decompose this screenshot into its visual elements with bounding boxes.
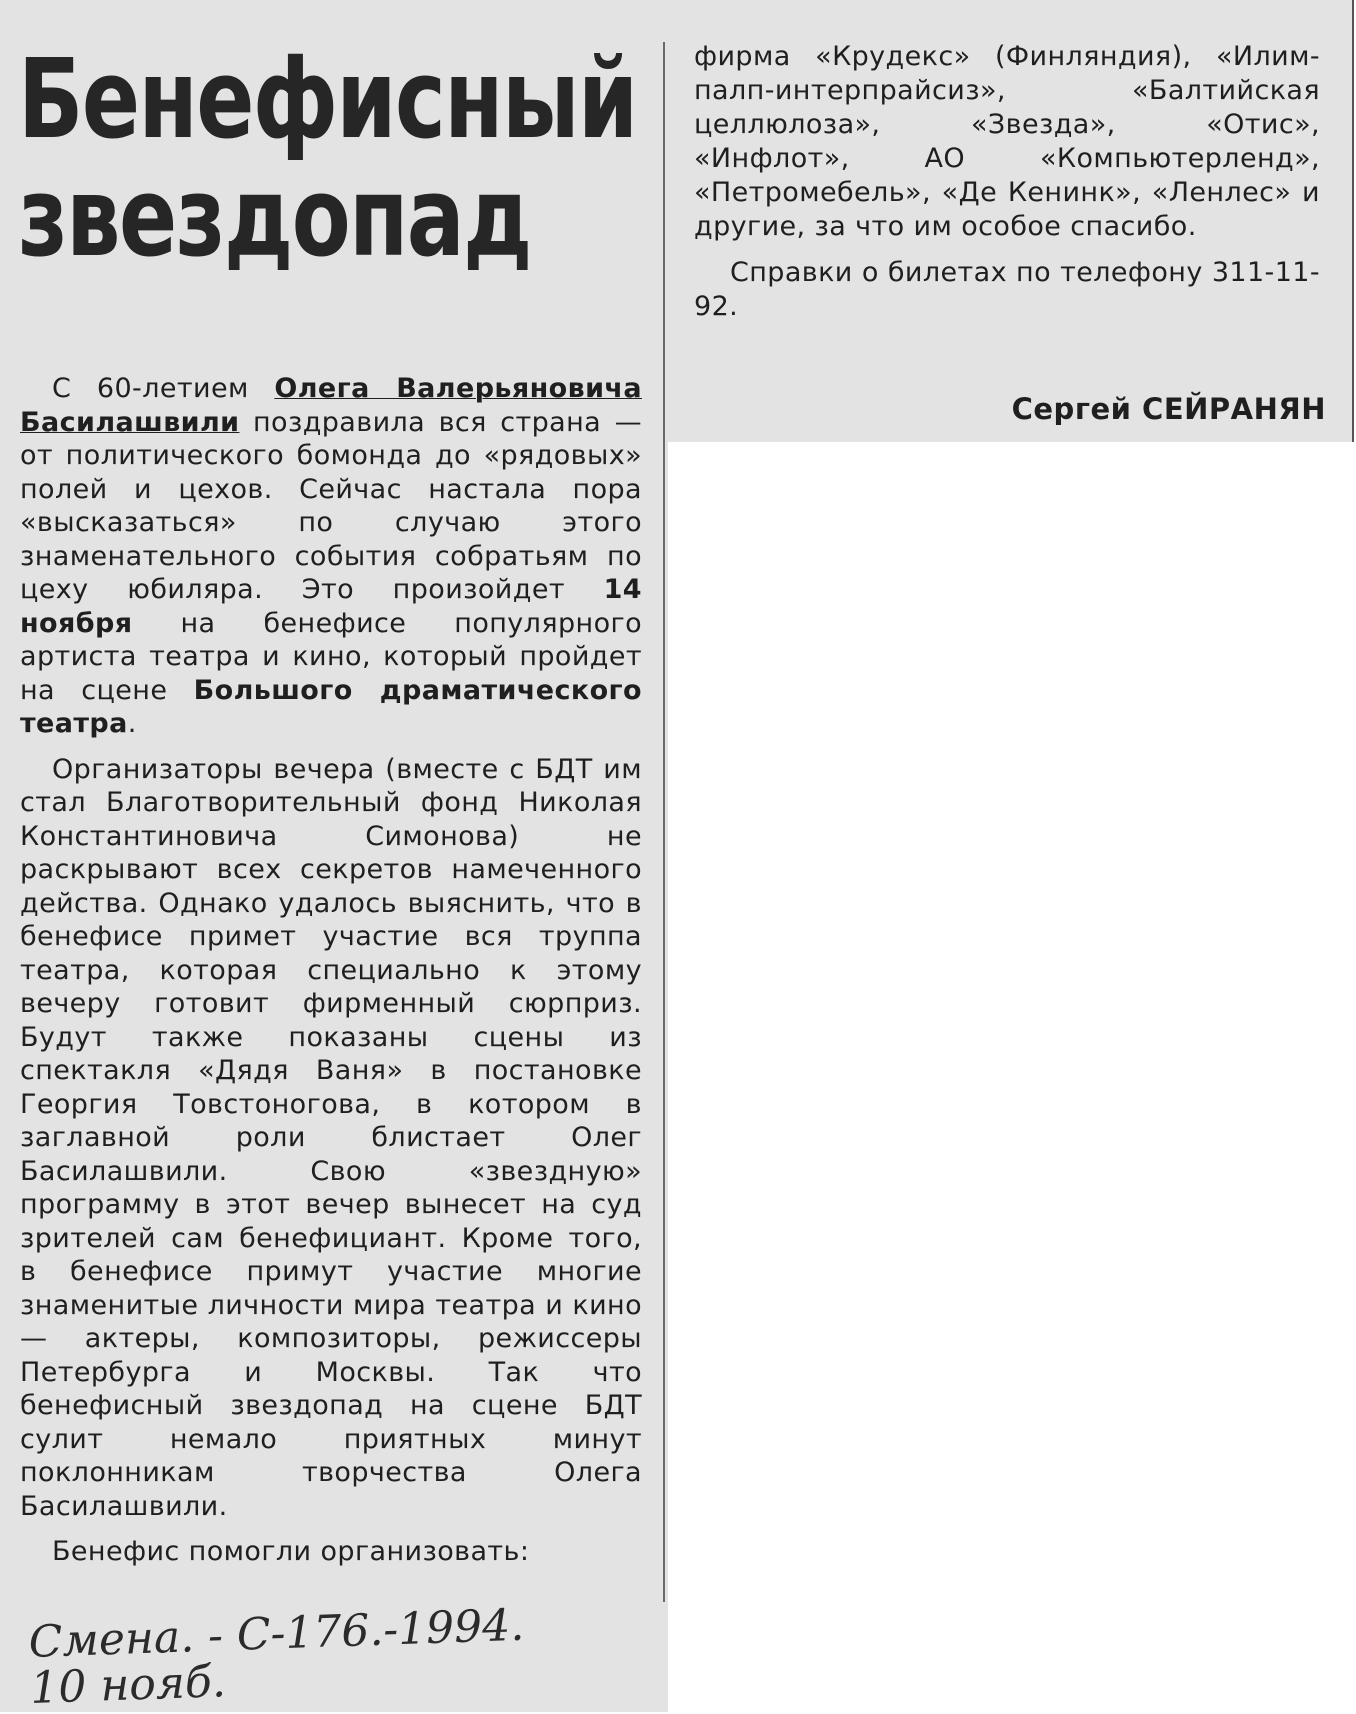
- handwritten-line-2: 10 нояб.: [29, 1656, 227, 1714]
- author-signature: Сергей СЕЙРАНЯН: [1011, 392, 1326, 426]
- column-divider: [663, 42, 665, 1602]
- intro-text-c: на бенефисе популярного артиста театра и кино, который пройдет на сцене: [20, 607, 642, 706]
- paragraph-tickets: Справки о билетах по телефону 311-11-92.: [694, 257, 1320, 322]
- handwritten-line-1: Смена. - С-176.-1994.: [27, 1599, 525, 1668]
- headline-line-1: Бенефисный: [18, 35, 637, 163]
- intro-text-d: .: [127, 708, 137, 739]
- article-body-right: [694, 40, 1320, 336]
- article-headline: [18, 35, 637, 281]
- intro-text-b: поздравила вся страна — от политического бомонда до «рядовых» полей и цехов. Сейчас настала пора «высказаться» по случаю этого знаменательного события собратьям по цеху юбиляра. Это произойдет: [20, 406, 642, 605]
- paragraph-intro: [20, 372, 642, 741]
- theatre-name: Большого драматического театра: [20, 674, 642, 739]
- paragraph-sponsors-intro: Бенефис помогли организовать:: [52, 1536, 530, 1567]
- headline-line-2: звездопад: [18, 153, 531, 281]
- article-body-left: [20, 372, 642, 1581]
- paragraph-sponsors: фирма «Крудекс» (Финляндия), «Илим-палп-интерпрайсиз», «Балтийская целлюлоза», «Звезда», «Отис», «Инфлот», АО «Компьютерленд», «Петромебель», «Де Кенинк», «Ленлес» и другие, за что им особое спасибо.: [694, 41, 1320, 242]
- paragraph-organizers: Организаторы вечера (вместе с БДТ им стал Благотворительный фонд Николая Константиновича Симонова) не раскрывают всех секретов намеченного действа. Однако удалось выяснить, что в бенефисе примет участие вся труппа театра, которая специально к этому вечеру готовит фирменный сюрприз. Будут также показаны сцены из спектакля «Дядя Ваня» в постановке Георгия Товстоногова, в котором в заглавной роли блистает Олег Басилашвили. Свою «звездную» программу в этот вечер вынесет на суд зрителей сам бенефициант. Кроме того, в бенефисе примут участие многие знаменитые личности мира театра и кино — актеры, композиторы, режиссеры Петербурга и Москвы. Так что бенефисный звездопад на сцене БДТ сулит немало приятных минут поклонникам творчества Олега Басилашвили.: [20, 753, 642, 1522]
- honoree-name: Олега Валерьяновича Басилашвили: [20, 373, 642, 438]
- event-date: 14 ноября: [20, 574, 642, 639]
- intro-text-a: С 60-летием: [52, 373, 275, 404]
